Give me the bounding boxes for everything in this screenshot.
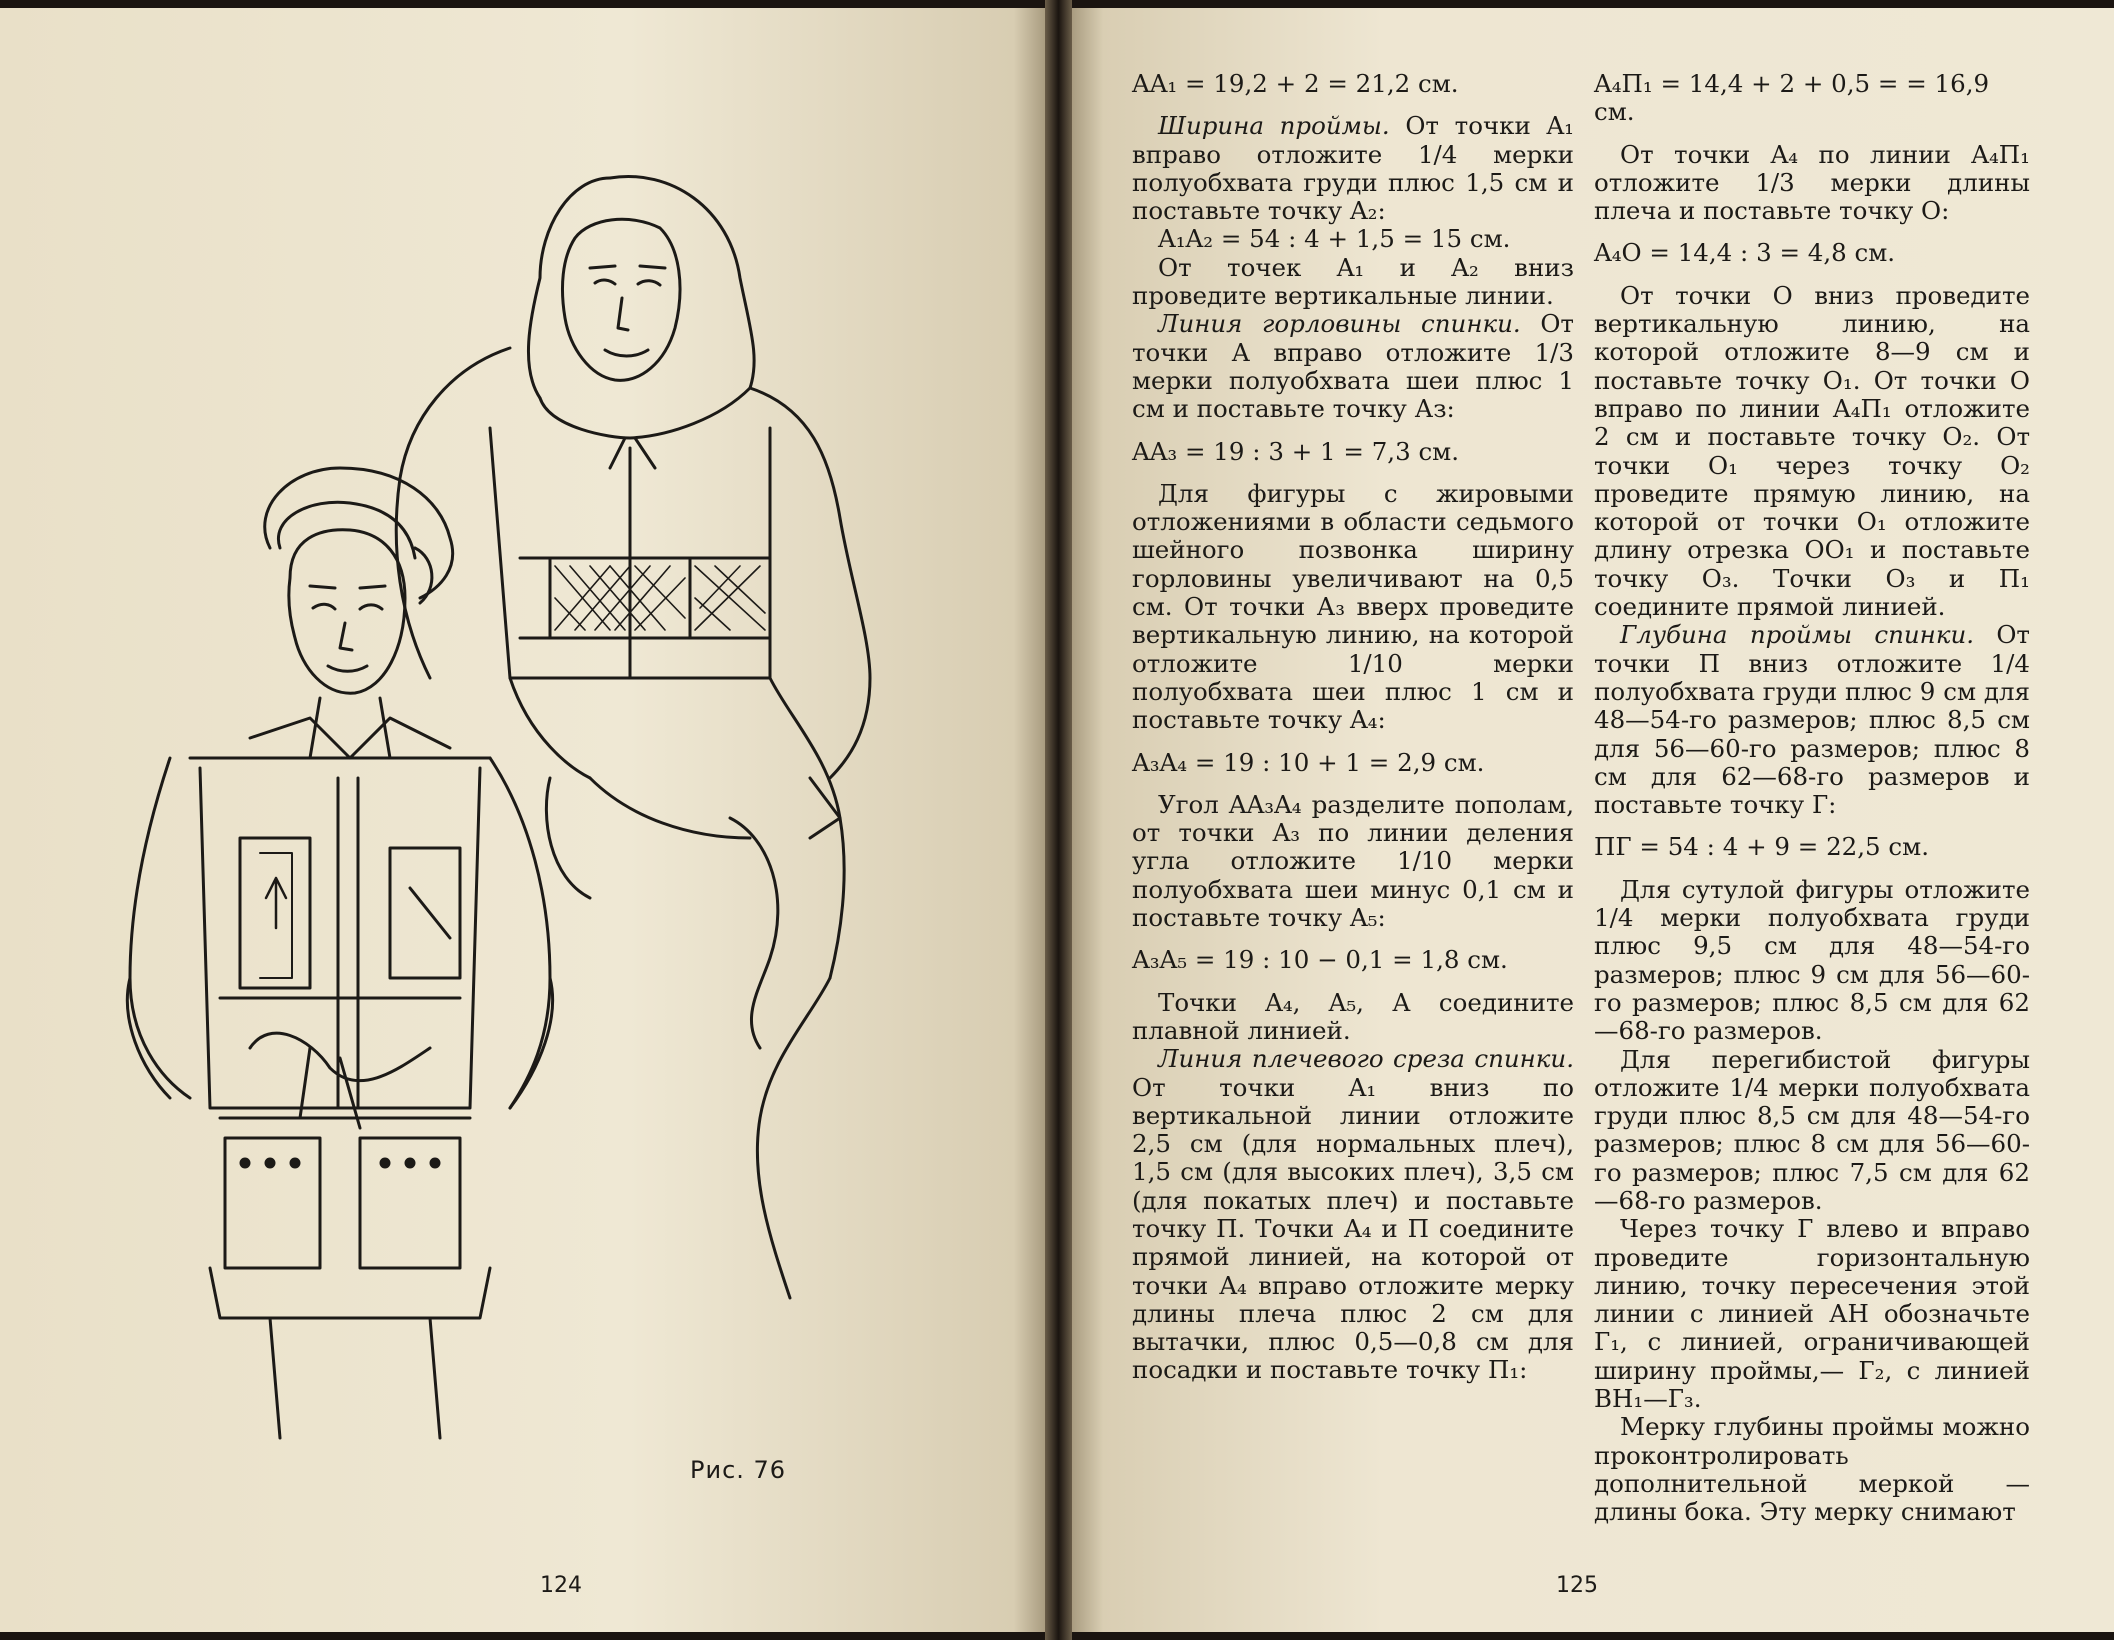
paragraph-text: Для сутулой фигуры отложите 1/4 мерки полуобхвата груди плюс 9,5 см для 48—54-го размеров; плюс 9 см для 56—60-го размеров; плюс 8,5 см для 62—68-го размеров. — [1594, 874, 2030, 1046]
book-gutter — [1045, 0, 1072, 1640]
formula-line: A₃A₅ = 19 : 10 − 0,1 = 1,8 см. — [1132, 945, 1508, 975]
text-paragraph — [1132, 1045, 1574, 1385]
section-heading: Глубина проймы спинки. — [1620, 620, 1975, 650]
formula-line: A₄П₁ = 14,4 + 2 + 0,5 = = 16,9 см. — [1594, 69, 1990, 127]
formula-line: A₁A₂ = 54 : 4 + 1,5 = 15 см. — [1158, 224, 1511, 254]
text-paragraph — [1132, 254, 1574, 311]
paragraph-text: Точки A₄, A₅, А соедините плавной линией. — [1132, 987, 1574, 1045]
paragraph-text: Для фигуры с жировыми отложениями в области седьмого шейного позвонка ширину горловины увеличивают на 0,5 см. От точки А₃ вверх проведите вертикальную линию, на которой отложите 1/10 мерки полуобхвата шеи плюс 1 см и поставьте точку A₄: — [1132, 478, 1574, 735]
paragraph-text: От точек A₁ и A₂ вниз проведите вертикальные линии. — [1132, 252, 1574, 311]
paragraph-text: От точки A₁ вправо отложите 1/4 мерки полуобхвата груди плюс 1,5 см и поставьте точку A₂: — [1132, 111, 1574, 226]
paragraph-text: Через точку Г влево и вправо проведите горизонтальную линию, точку пересечения этой линии с линией АН обозначьте Г₁, с линией, ограничивающей ширину проймы,— Г₂, с линией ВН₁—Г₃. — [1594, 1214, 2030, 1414]
text-paragraph — [1594, 1413, 2030, 1526]
text-paragraph — [1594, 282, 2030, 622]
text-paragraph — [1132, 791, 1574, 932]
text-paragraph — [1594, 141, 2030, 226]
paragraph-text: Мерку глубины проймы можно проконтролировать дополнительной меркой — длины бока. Эту мерку снимают — [1594, 1412, 2030, 1527]
paragraph-text: От точки П вниз отложите 1/4 полуобхвата груди плюс 9 см для 48—54-го размеров; плюс 8,5 см для 56—60-го размеров; плюс 8 см для 62—68-го размеров и поставьте точку Г: — [1594, 620, 2030, 820]
text-paragraph — [1594, 621, 2030, 819]
section-heading: Ширина проймы. — [1158, 111, 1390, 141]
paragraph-text: От точки А вправо отложите 1/3 мерки полуобхвата шеи плюс 1 см и поставьте точку Аз: — [1132, 309, 1574, 424]
text-paragraph — [1594, 876, 2030, 1046]
text-column-1 — [1132, 70, 1574, 1385]
page-number-right: 125 — [1556, 1573, 1598, 1598]
text-paragraph — [1132, 989, 1574, 1046]
formula-line: A₄O = 14,4 : 3 = 4,8 см. — [1594, 238, 1896, 268]
text-paragraph — [1132, 480, 1574, 735]
paragraph-text: Угол AA₃A₄ разделите пополам, от точки A₃ по линии деления угла отложите 1/10 мерки полуобхвата шеи минус 0,1 см и поставьте точку A₅: — [1132, 789, 1574, 933]
formula-line: AA₁ = 19,2 + 2 = 21,2 см. — [1132, 69, 1459, 98]
figure-caption: Рис. 76 — [690, 1456, 787, 1484]
text-column-2 — [1594, 70, 2030, 1527]
text-paragraph — [1594, 1215, 2030, 1413]
paragraph-text: От точки О вниз проведите вертикальную линию, на которой отложите 8—9 см и поставьте точку O₁. От точки О вправо по линии A₄П₁ отложите 2 см и поставьте точку O₂. От точки O₁ через точку O₂ проведите прямую линию, на которой от точки O₁ отложите длину отрезка OO₁ и поставьте точку O₃. Точки O₃ и П₁ соедините прямой линией. — [1594, 280, 2030, 622]
page-number-left: 124 — [540, 1573, 582, 1598]
right-page — [1072, 8, 2114, 1632]
formula-line: ПГ = 54 : 4 + 9 = 22,5 см. — [1594, 832, 1929, 862]
left-page — [0, 8, 1045, 1632]
paragraph-text: От точки A₄ по линии A₄П₁ отложите 1/3 мерки длины плеча и поставьте точку О: — [1594, 139, 2030, 226]
back-figure-drawing — [396, 176, 870, 1298]
text-paragraph — [1132, 310, 1574, 423]
front-figure-drawing — [127, 468, 552, 1438]
paragraph-text: Для перегибистой фигуры отложите 1/4 мерки полуобхвата груди плюс 8,5 см для 48—54-го размеров; плюс 8 см для 56—60-го размеров; плюс 7,5 см для 62—68-го размеров. — [1594, 1044, 2030, 1215]
jacket-illustration — [70, 118, 1030, 1448]
paragraph-text: От точки A₁ вниз по вертикальной линии отложите 2,5 см (для нормальных плеч), 1,5 см (для высоких плеч), 3,5 см (для покатых плеч) и поставьте точку П. Точки A₄ и П соедините прямой линией, на которой от точки A₄ вправо отложите мерку длины плеча плюс 2 см для вытачки, плюс 0,5—0,8 см для посадки и поставьте точку П₁: — [1132, 1072, 1574, 1385]
text-paragraph — [1132, 112, 1574, 225]
text-paragraph — [1594, 1046, 2030, 1216]
formula-line: AA₃ = 19 : 3 + 1 = 7,3 см. — [1132, 436, 1460, 466]
section-heading: Линия плечевого среза спинки. — [1158, 1044, 1574, 1074]
formula-line: A₃A₄ = 19 : 10 + 1 = 2,9 см. — [1132, 747, 1485, 777]
section-heading: Линия горловины спинки. — [1158, 309, 1521, 339]
